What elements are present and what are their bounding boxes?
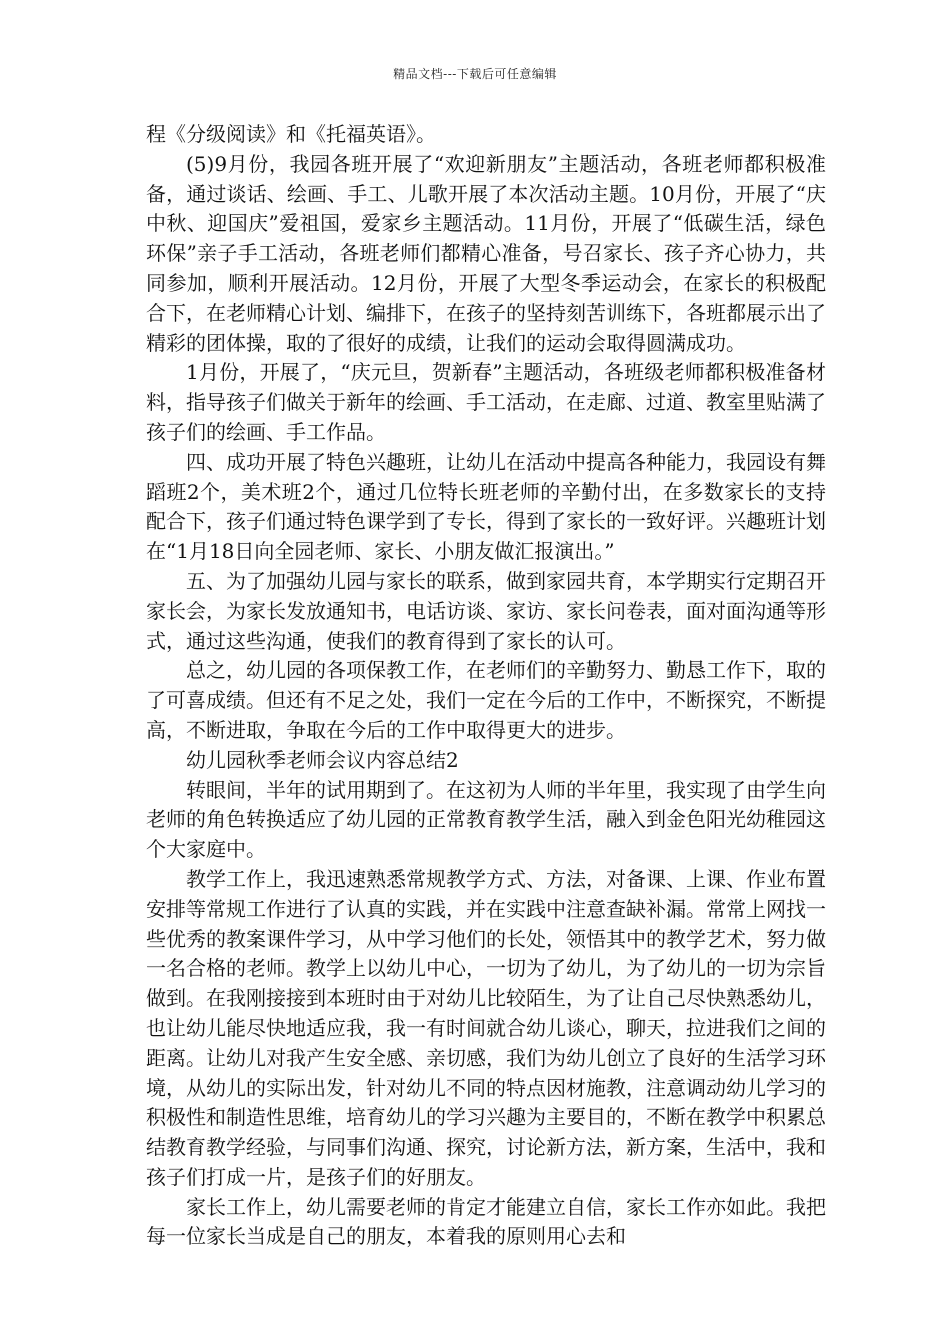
- paragraph-teaching-work: 教学工作上，我迅速熟悉常规教学方式、方法，对备课、上课、作业布置安排等常规工作进行了认真的实践，并在实践中注意查缺补漏。常常上网找一些优秀的教案课件学习，从中学习他们的长处，领悟其中的教学艺术，努力做一名合格的老师。教学上以幼儿中心，一切为了幼儿，为了幼儿的一切为宗旨做到。在我刚接接到本班时由于对幼儿比较陌生，为了让自己尽快熟悉幼儿，也让幼儿能尽快地适应我，我一有时间就合幼儿谈心，聊天，拉进我们之间的距离。让幼儿对我产生安全感、亲切感，我们为幼儿创立了良好的生活学习环境，从幼儿的实际出发，针对幼儿不同的特点因材施教，注意调动幼儿学习的积极性和制造性思维，培育幼儿的学习兴趣为主要目的，不断在教学中积累总结教育教学经验，与同事们沟通、探究，讨论新方法，新方案，生活中，我和孩子们打成一片，是孩子们的好朋友。: [146, 866, 826, 1189]
- paragraph-continuation: 程《分级阅读》和《托福英语》。: [146, 122, 436, 146]
- paragraph-intro: 转眼间，半年的试用期到了。在这初为人师的半年里，我实现了由学生向老师的角色转换适应了幼儿园的正常教育教学生活，融入到金色阳光幼稚园这个大家庭中。: [146, 777, 826, 862]
- paragraph-parent-contact: 五、为了加强幼儿园与家长的联系，做到家园共育，本学期实行定期召开家长会，为家长发放通知书，电话访谈、家访、家长问卷表，面对面沟通等形式，通过这些沟通，使我们的教育得到了家长的认可。: [146, 568, 826, 653]
- paragraph-new-year-activities: 1月份，开展了，“庆元旦，贺新春”主题活动，各班级老师都积极准备材料，指导孩子们做关于新年的绘画、手工活动，在走廊、过道、教室里贴满了孩子们的绘画、手工作品。: [146, 360, 826, 444]
- section-heading: 幼儿园秋季老师会议内容总结2: [186, 747, 459, 772]
- page-header: 精品文档---下载后可任意编辑: [393, 67, 557, 81]
- paragraph-summary: 总之，幼儿园的各项保教工作，在老师们的辛勤努力、勤恳工作下，取的了可喜成绩。但还有不足之处，我们一定在今后的工作中，不断探究，不断提高，不断进取，争取在今后的工作中取得更大的进步。: [146, 658, 826, 742]
- paragraph-monthly-activities: (5)9月份，我园各班开展了“欢迎新朋友”主题活动，各班老师都积极准备，通过谈话、绘画、手工、儿歌开展了本次活动主题。10月份，开展了“庆中秋、迎国庆”爱祖国，爱家乡主题活动。11月份，开展了“低碳生活，绿色环保”亲子手工活动，各班老师们都精心准备，号召家长、孩子齐心协力，共同参加，顺利开展活动。12月份，开展了大型冬季运动会，在家长的积极配合下，在老师精心计划、编排下，在孩子的坚持刻苦训练下，各班都展示出了精彩的团体操，取的了很好的成绩，让我们的运动会取得圆满成功。: [146, 151, 826, 355]
- paragraph-parent-work: 家长工作上，幼儿需要老师的肯定才能建立自信，家长工作亦如此。我把每一位家长当成是自己的朋友，本着我的原则用心去和: [146, 1194, 826, 1249]
- document-body: [146, 120, 826, 1252]
- paragraph-interest-classes: 四、成功开展了特色兴趣班，让幼儿在活动中提高各种能力，我园设有舞蹈班2个，美术班2个，通过几位特长班老师的辛勤付出，在多数家长的支持配合下，孩子们通过特色课学到了专长，得到了家长的一致好评。兴趣班计划在“1月18日向全园老师、家长、小朋友做汇报演出。”: [146, 449, 826, 564]
